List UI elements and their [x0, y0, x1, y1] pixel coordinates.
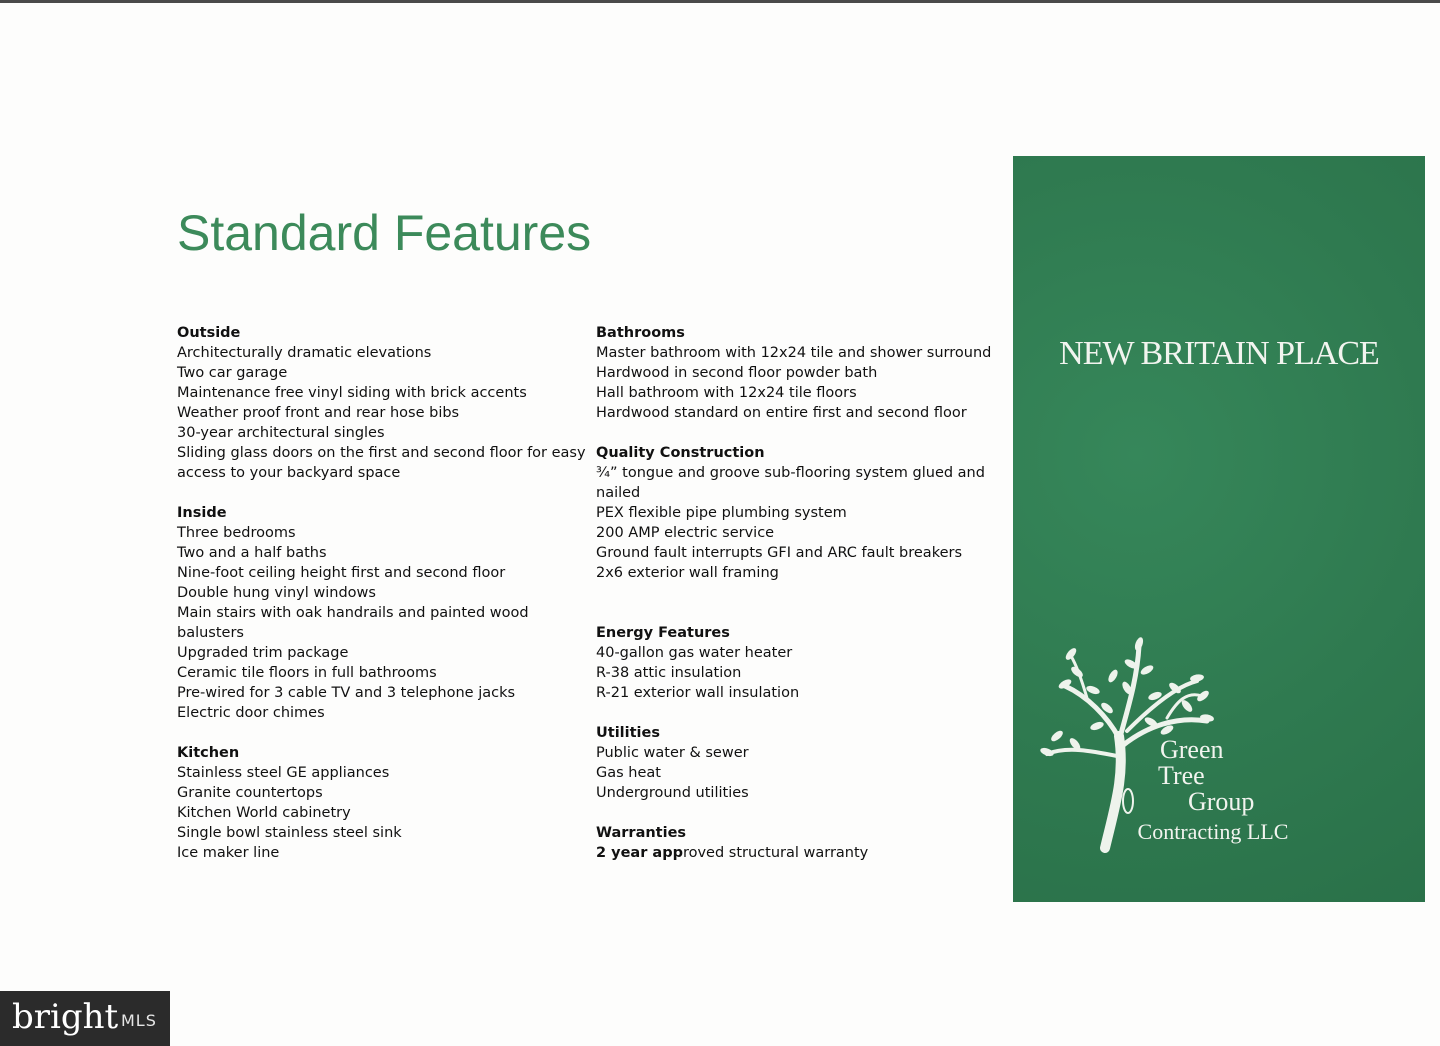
feature-item: Main stairs with oak handrails and painted wood balusters: [177, 605, 529, 641]
feature-list: [596, 463, 1006, 583]
page-title: Standard Features: [177, 205, 592, 261]
feature-item: Pre-wired for 3 cable TV and 3 telephone jacks: [177, 685, 516, 701]
feature-list: [596, 743, 1006, 803]
feature-list: [596, 343, 1006, 423]
feature-item: Gas heat: [596, 765, 661, 781]
warranty-bold-text: 2 year app: [596, 845, 683, 861]
feature-item: 200 AMP electric service: [596, 525, 775, 541]
feature-item: Ceramic tile floors in full bathrooms: [177, 665, 437, 681]
feature-item: Architecturally dramatic elevations: [177, 345, 432, 361]
logo-word: Group: [1188, 787, 1255, 816]
section-kitchen: [177, 743, 587, 863]
section-energy-features: [596, 623, 1006, 703]
feature-item: Double hung vinyl windows: [177, 585, 376, 601]
section-heading: Bathrooms: [596, 325, 685, 341]
feature-item: Hardwood in second floor powder bath: [596, 365, 878, 381]
mls-watermark: [0, 991, 170, 1046]
logo-word: Tree: [1158, 761, 1205, 790]
feature-item: R-38 attic insulation: [596, 665, 742, 681]
feature-item: Hardwood standard on entire first and second floor: [596, 405, 967, 421]
top-border: [0, 0, 1440, 3]
feature-item: Ground fault interrupts GFI and ARC fault breakers: [596, 545, 963, 561]
feature-item: Two car garage: [177, 365, 288, 381]
feature-item: Underground utilities: [596, 785, 749, 801]
feature-item: 40-gallon gas water heater: [596, 645, 793, 661]
feature-list: [177, 763, 587, 863]
section-heading: Inside: [177, 505, 227, 521]
feature-item: R-21 exterior wall insulation: [596, 685, 800, 701]
warranty-text: roved structural warranty: [682, 845, 869, 861]
feature-item: Sliding glass doors on the first and second floor for easy access to your backyard space: [177, 445, 586, 481]
feature-item: Granite countertops: [177, 785, 323, 801]
feature-item: Two and a half baths: [177, 545, 327, 561]
section-heading: Warranties: [596, 825, 687, 841]
feature-item: Upgraded trim package: [177, 645, 349, 661]
section-outside: [177, 323, 587, 483]
feature-item: Kitchen World cabinetry: [177, 805, 351, 821]
section-inside: [177, 503, 587, 723]
watermark-brand: bright: [12, 997, 119, 1037]
feature-list: [177, 343, 587, 483]
feature-item: Ice maker line: [177, 845, 280, 861]
feature-item: 2x6 exterior wall framing: [596, 565, 779, 581]
feature-item: PEX flexible pipe plumbing system: [596, 505, 847, 521]
features-left-column: [177, 323, 587, 883]
section-utilities: [596, 723, 1006, 803]
feature-item: ¾” tongue and groove sub-flooring system glued and nailed: [596, 465, 985, 501]
section-heading: Quality Construction: [596, 445, 765, 461]
section-warranties: [596, 823, 1006, 863]
feature-item: Maintenance free vinyl siding with brick accents: [177, 385, 527, 401]
feature-item: 30-year architectural singles: [177, 425, 385, 441]
feature-item: [596, 843, 1006, 863]
feature-item: Public water & sewer: [596, 745, 749, 761]
section-quality-construction: [596, 443, 1006, 583]
feature-item: Three bedrooms: [177, 525, 296, 541]
watermark-sub: MLS: [121, 1011, 157, 1030]
logo-word: Contracting LLC: [1137, 819, 1289, 844]
feature-list: [177, 523, 587, 723]
section-bathrooms: [596, 323, 1006, 423]
section-heading: Utilities: [596, 725, 660, 741]
logo-word: Green: [1160, 735, 1224, 764]
feature-item: Weather proof front and rear hose bibs: [177, 405, 460, 421]
brand-panel: [1013, 156, 1425, 902]
feature-item: Nine-foot ceiling height first and second floor: [177, 565, 506, 581]
section-heading: Kitchen: [177, 745, 240, 761]
feature-item: Single bowl stainless steel sink: [177, 825, 402, 841]
feature-list: [596, 843, 1006, 863]
feature-item: Electric door chimes: [177, 705, 325, 721]
feature-item: Master bathroom with 12x24 tile and shower surround: [596, 345, 992, 361]
community-name: NEW BRITAIN PLACE: [1059, 335, 1379, 372]
section-heading: Energy Features: [596, 625, 730, 641]
feature-item: Stainless steel GE appliances: [177, 765, 390, 781]
feature-list: [596, 643, 1006, 703]
features-right-column: [596, 323, 1006, 883]
section-heading: Outside: [177, 325, 241, 341]
feature-item: Hall bathroom with 12x24 tile floors: [596, 385, 857, 401]
